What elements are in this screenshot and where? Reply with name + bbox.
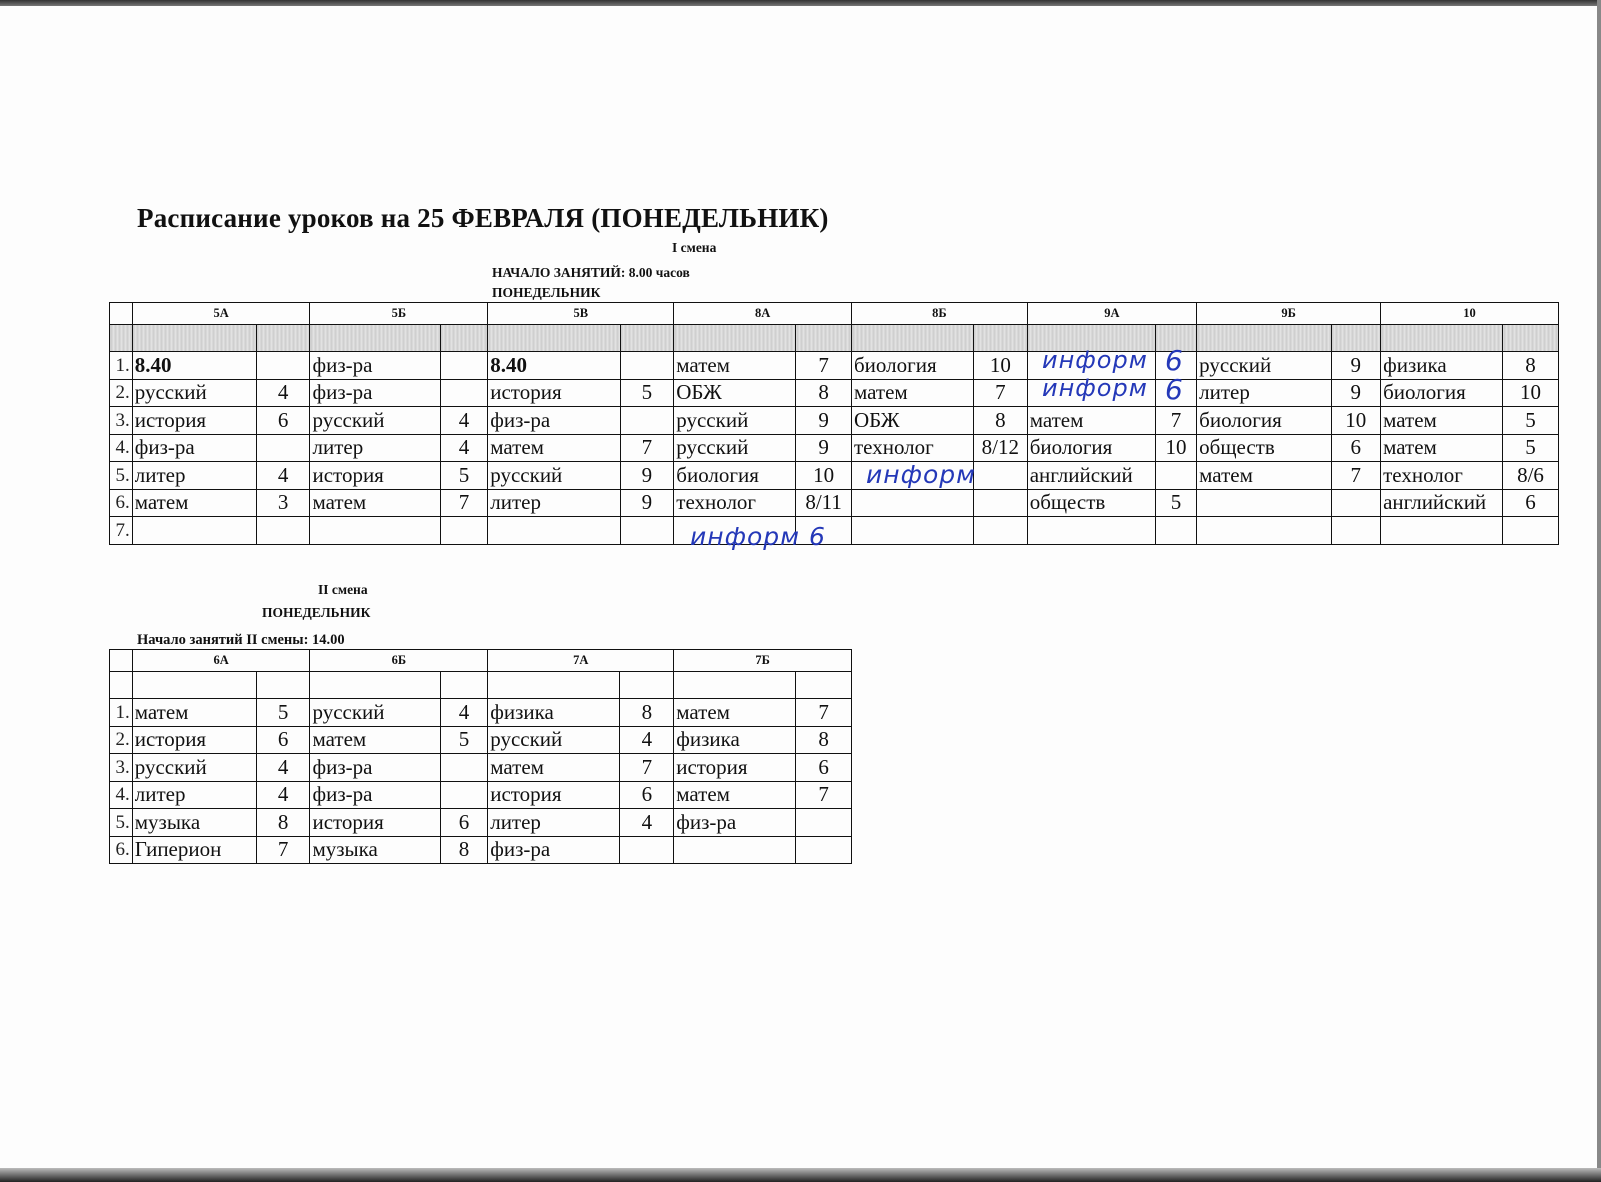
room-cell: [796, 836, 852, 864]
lesson-number: 4.: [110, 781, 133, 809]
lesson-number: 6.: [110, 836, 133, 864]
subject-cell: русский: [132, 754, 256, 782]
subject-cell: биология: [1381, 379, 1503, 407]
blank-cell: [674, 672, 796, 699]
lesson-row: [110, 781, 852, 809]
room-cell: [440, 379, 488, 407]
lesson-number: 2.: [110, 379, 133, 407]
room-cell: 3: [256, 489, 310, 517]
room-cell: [1503, 517, 1559, 545]
lesson-row: [110, 489, 1559, 517]
subject-cell: физика: [674, 726, 796, 754]
lesson-row: [110, 754, 852, 782]
subject-cell: история: [488, 379, 620, 407]
lesson-number: 3.: [110, 407, 133, 435]
room-cell: 8: [620, 699, 674, 727]
room-cell: 7: [440, 489, 488, 517]
shift2-table: [109, 649, 852, 864]
shift2-day: ПОНЕДЕЛЬНИК: [262, 605, 371, 620]
room-cell: 10: [973, 352, 1027, 380]
room-cell: 8/11: [796, 489, 852, 517]
class-header: 5Б: [310, 303, 488, 325]
subject-cell: русский: [1197, 352, 1331, 380]
blank-cell: [620, 672, 674, 699]
room-cell: 4: [256, 781, 310, 809]
room-cell: 5: [620, 379, 674, 407]
room-cell: [973, 462, 1027, 490]
room-cell: 8/6: [1503, 462, 1559, 490]
room-cell: 6: [620, 781, 674, 809]
room-cell: 7: [796, 781, 852, 809]
corner-cell: [110, 303, 133, 325]
room-cell: 9: [1331, 379, 1381, 407]
shift1-day: ПОНЕДЕЛЬНИК: [492, 285, 601, 300]
room-cell: 9: [1331, 352, 1381, 380]
room-cell: 5: [440, 462, 488, 490]
room-cell: 8: [1503, 352, 1559, 380]
room-cell: [1331, 517, 1381, 545]
subject-cell: [674, 836, 796, 864]
room-cell: [440, 781, 488, 809]
subject-cell: физ-ра: [310, 781, 440, 809]
lesson-number: 5.: [110, 462, 133, 490]
room-cell: 6: [256, 726, 310, 754]
handwritten-inform-9a-lesson2: информ: [1042, 374, 1148, 402]
handwritten-inform-8b-lesson5: информ: [866, 460, 976, 489]
subject-cell: русский: [488, 462, 620, 490]
lesson-number: 4.: [110, 434, 133, 462]
room-cell: [973, 517, 1027, 545]
subject-cell: английский: [1027, 462, 1155, 490]
lesson-row: [110, 462, 1559, 490]
handwritten-inform-9a-lesson1: информ: [1042, 346, 1148, 374]
scan-edge-right: [1597, 0, 1601, 1182]
subject-cell: матем: [310, 489, 440, 517]
subject-cell: история: [132, 407, 256, 435]
subject-cell: история: [310, 809, 440, 837]
room-cell: 9: [796, 407, 852, 435]
room-cell: [256, 517, 310, 545]
room-cell: [440, 517, 488, 545]
subject-cell: [310, 517, 440, 545]
lesson-number: 7.: [110, 517, 133, 545]
subject-cell: физика: [488, 699, 620, 727]
handwritten-inform-8a-lesson7: информ 6: [690, 522, 826, 551]
lesson-row: [110, 726, 852, 754]
subject-cell: технолог: [674, 489, 796, 517]
blank-cell: [440, 672, 488, 699]
subject-cell: история: [310, 462, 440, 490]
room-cell: [796, 809, 852, 837]
subject-cell: литер: [1197, 379, 1331, 407]
blank-cell: [132, 672, 256, 699]
subject-cell: обществ: [1197, 434, 1331, 462]
room-cell: 7: [1155, 407, 1196, 435]
shift2-header-row: [110, 650, 852, 672]
lesson-number: 2.: [110, 726, 133, 754]
subject-cell: ОБЖ: [852, 407, 974, 435]
room-cell: 8/12: [973, 434, 1027, 462]
room-cell: 7: [796, 699, 852, 727]
subject-cell: история: [674, 754, 796, 782]
subject-cell: матем: [310, 726, 440, 754]
lesson-row: [110, 699, 852, 727]
subject-cell: русский: [132, 379, 256, 407]
room-cell: [620, 352, 674, 380]
room-cell: 7: [973, 379, 1027, 407]
subject-cell: матем: [852, 379, 974, 407]
room-cell: 5: [1503, 434, 1559, 462]
room-cell: 4: [440, 407, 488, 435]
lesson-number: 1.: [110, 352, 133, 380]
room-cell: [620, 517, 674, 545]
room-cell: 9: [620, 489, 674, 517]
subject-cell: 8.40: [488, 352, 620, 380]
blank-cell: [310, 325, 440, 352]
subject-cell: [1197, 517, 1331, 545]
subject-cell: матем: [1197, 462, 1331, 490]
room-cell: 4: [440, 434, 488, 462]
shift1-label: I смена: [672, 240, 717, 255]
subject-cell: русский: [310, 699, 440, 727]
subject-cell: биология: [852, 352, 974, 380]
lesson-number: 1.: [110, 699, 133, 727]
subject-cell: история: [132, 726, 256, 754]
class-header: 6Б: [310, 650, 488, 672]
blank-cell: [973, 325, 1027, 352]
subject-cell: физ-ра: [674, 809, 796, 837]
subject-cell: [852, 517, 974, 545]
blank-cell: [852, 325, 974, 352]
room-cell: 4: [620, 809, 674, 837]
subject-cell: литер: [132, 781, 256, 809]
subject-cell: литер: [488, 489, 620, 517]
subject-cell: [488, 517, 620, 545]
class-header: 8А: [674, 303, 852, 325]
lesson-number: 3.: [110, 754, 133, 782]
blank-cell: [256, 325, 310, 352]
subject-cell: музыка: [132, 809, 256, 837]
room-cell: 6: [1503, 489, 1559, 517]
subject-cell: Гиперион: [132, 836, 256, 864]
subject-cell: матем: [1381, 407, 1503, 435]
shift2-label: II смена: [318, 582, 368, 597]
room-cell: 7: [620, 434, 674, 462]
shift2-start: Начало занятий II смены: 14.00: [137, 632, 345, 648]
handwritten-room-9a-lesson2: 6: [1165, 373, 1184, 406]
blank-cell: [1503, 325, 1559, 352]
blank-cell: [1197, 325, 1331, 352]
subject-cell: [1027, 517, 1155, 545]
subject-cell: матем: [132, 699, 256, 727]
lesson-number: 5.: [110, 809, 133, 837]
subject-cell: физ-ра: [310, 379, 440, 407]
subject-cell: история: [488, 781, 620, 809]
room-cell: 6: [440, 809, 488, 837]
room-cell: 4: [256, 462, 310, 490]
blank-cell: [796, 325, 852, 352]
class-header: 7А: [488, 650, 674, 672]
room-cell: 7: [256, 836, 310, 864]
room-cell: 9: [620, 462, 674, 490]
subject-cell: музыка: [310, 836, 440, 864]
shift1-start: НАЧАЛО ЗАНЯТИЙ: 8.00 часов: [492, 265, 690, 280]
subject-cell: технолог: [1381, 462, 1503, 490]
subject-cell: ОБЖ: [674, 379, 796, 407]
room-cell: 6: [796, 754, 852, 782]
subject-cell: матем: [1381, 434, 1503, 462]
subject-cell: матем: [132, 489, 256, 517]
subject-cell: матем: [674, 352, 796, 380]
blank-cell: [110, 325, 133, 352]
subject-cell: матем: [488, 754, 620, 782]
room-cell: 8: [440, 836, 488, 864]
class-header: 9А: [1027, 303, 1196, 325]
room-cell: 10: [796, 462, 852, 490]
blank-cell: [674, 325, 796, 352]
room-cell: [1155, 517, 1196, 545]
subject-cell: матем: [674, 781, 796, 809]
room-cell: [620, 836, 674, 864]
subject-cell: физ-ра: [310, 352, 440, 380]
lesson-row: [110, 352, 1559, 380]
subject-cell: русский: [674, 407, 796, 435]
lesson-row: [110, 836, 852, 864]
subject-cell: русский: [488, 726, 620, 754]
room-cell: [440, 352, 488, 380]
blank-cell: [310, 672, 440, 699]
lesson-number: 6.: [110, 489, 133, 517]
class-header: 6А: [132, 650, 310, 672]
room-cell: 4: [256, 379, 310, 407]
room-cell: [973, 489, 1027, 517]
blank-cell: [1331, 325, 1381, 352]
room-cell: 5: [440, 726, 488, 754]
page-title: Расписание уроков на 25 ФЕВРАЛЯ (ПОНЕДЕЛЬНИК): [137, 203, 829, 233]
scan-edge-bottom: [0, 1168, 1601, 1182]
room-cell: 5: [256, 699, 310, 727]
room-cell: [440, 754, 488, 782]
corner-cell: [110, 650, 133, 672]
room-cell: 5: [1503, 407, 1559, 435]
subject-cell: физ-ра: [488, 836, 620, 864]
room-cell: 4: [256, 754, 310, 782]
subject-cell: биология: [1027, 434, 1155, 462]
room-cell: 6: [1331, 434, 1381, 462]
room-cell: [1331, 489, 1381, 517]
room-cell: 6: [256, 407, 310, 435]
lesson-row: [110, 407, 1559, 435]
room-cell: [256, 434, 310, 462]
subject-cell: литер: [310, 434, 440, 462]
blank-cell: [440, 325, 488, 352]
shift1-table: [109, 302, 1559, 545]
room-cell: 7: [796, 352, 852, 380]
lesson-row: [110, 517, 1559, 545]
class-header: 8Б: [852, 303, 1028, 325]
class-header: 5В: [488, 303, 674, 325]
class-header: 7Б: [674, 650, 852, 672]
room-cell: [620, 407, 674, 435]
room-cell: [256, 352, 310, 380]
subject-cell: [1381, 517, 1503, 545]
room-cell: 8: [796, 726, 852, 754]
subject-cell: 8.40: [132, 352, 256, 380]
blank-cell: [620, 325, 674, 352]
shift1-blank-row: [110, 325, 1559, 352]
subject-cell: физ-ра: [310, 754, 440, 782]
shift1-header-row: [110, 303, 1559, 325]
subject-cell: биология: [1197, 407, 1331, 435]
subject-cell: биология: [674, 462, 796, 490]
lesson-row: [110, 379, 1559, 407]
subject-cell: [132, 517, 256, 545]
room-cell: 8: [256, 809, 310, 837]
subject-cell: русский: [310, 407, 440, 435]
room-cell: 4: [440, 699, 488, 727]
blank-cell: [796, 672, 852, 699]
subject-cell: технолог: [852, 434, 974, 462]
handwritten-room-9a-lesson1: 6: [1165, 344, 1184, 377]
subject-cell: матем: [674, 699, 796, 727]
room-cell: 10: [1503, 379, 1559, 407]
subject-cell: английский: [1381, 489, 1503, 517]
room-cell: 5: [1155, 489, 1196, 517]
scan-edge-top: [0, 0, 1601, 6]
blank-cell: [110, 672, 133, 699]
subject-cell: литер: [132, 462, 256, 490]
subject-cell: [852, 489, 974, 517]
class-header: 9Б: [1197, 303, 1381, 325]
blank-cell: [132, 325, 256, 352]
room-cell: 8: [973, 407, 1027, 435]
room-cell: 7: [1331, 462, 1381, 490]
room-cell: 10: [1331, 407, 1381, 435]
blank-cell: [488, 672, 620, 699]
shift2-blank-row: [110, 672, 852, 699]
subject-cell: физика: [1381, 352, 1503, 380]
room-cell: 9: [796, 434, 852, 462]
class-header: 10: [1381, 303, 1559, 325]
subject-cell: физ-ра: [132, 434, 256, 462]
subject-cell: обществ: [1027, 489, 1155, 517]
subject-cell: матем: [488, 434, 620, 462]
room-cell: 8: [796, 379, 852, 407]
subject-cell: матем: [1027, 407, 1155, 435]
lesson-row: [110, 434, 1559, 462]
subject-cell: русский: [674, 434, 796, 462]
room-cell: [1155, 462, 1196, 490]
blank-cell: [488, 325, 620, 352]
room-cell: 7: [620, 754, 674, 782]
room-cell: 4: [620, 726, 674, 754]
room-cell: 10: [1155, 434, 1196, 462]
subject-cell: [1197, 489, 1331, 517]
subject-cell: литер: [488, 809, 620, 837]
subject-cell: физ-ра: [488, 407, 620, 435]
class-header: 5А: [132, 303, 310, 325]
blank-cell: [1381, 325, 1503, 352]
blank-cell: [256, 672, 310, 699]
lesson-row: [110, 809, 852, 837]
